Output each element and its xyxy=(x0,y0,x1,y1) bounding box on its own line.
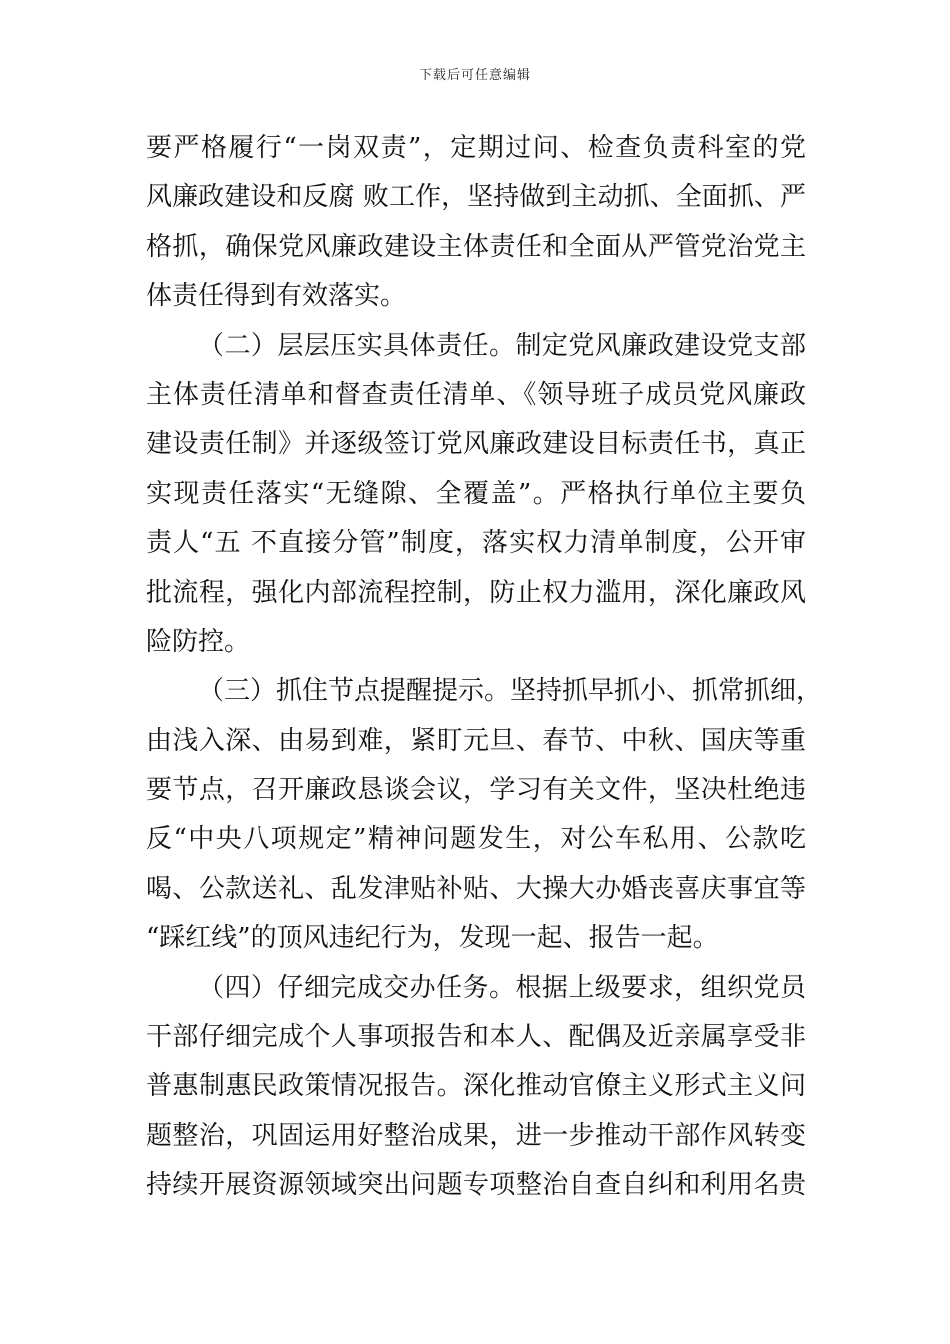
text-line: 险防控。 xyxy=(146,626,251,657)
text-line: 批流程，强化内部流程控制，防止权力滥用，深化廉政风 xyxy=(146,577,806,608)
text-line: 反“中央八项规定”精神问题发生，对公车私用、公款吃 xyxy=(146,824,806,855)
text-line: “踩红线”的顶风违纪行为，发现一起、报告一起。 xyxy=(146,923,719,954)
paragraph-1 xyxy=(146,124,806,322)
text-line: （四）仔细完成交办任务。根据上级要求，组织党员 xyxy=(198,972,806,1003)
text-line: 由浅入深、由易到难，紧盯元旦、春节、中秋、国庆等重 xyxy=(146,725,806,756)
paragraph-2 xyxy=(146,322,806,668)
text-line: 体责任得到有效落实。 xyxy=(146,281,407,312)
text-line: 题整治，巩固运用好整治成果，进一步推动干部作风转变 xyxy=(146,1120,806,1151)
text-line: 风廉政建设和反腐 败工作，坚持做到主动抓、全面抓、严 xyxy=(146,182,806,213)
text-line: 要节点，召开廉政恳谈会议，学习有关文件，坚决杜绝违 xyxy=(146,775,806,806)
document-body xyxy=(146,124,823,1211)
text-line: 干部仔细完成个人事项报告和本人、配偶及近亲属享受非 xyxy=(146,1022,806,1053)
text-line: 格抓，确保党风廉政建设主体责任和全面从严管党治党主 xyxy=(146,231,806,262)
text-line: 建设责任制》并逐级签订党风廉政建设目标责任书，真正 xyxy=(146,429,806,460)
text-line: 持续开展资源领域突出问题专项整治自查自纠和利用名贵 xyxy=(146,1170,806,1201)
paragraph-4 xyxy=(146,964,806,1211)
text-line: （二）层层压实具体责任。制定党风廉政建设党支部 xyxy=(198,330,806,361)
paragraph-3 xyxy=(146,667,823,963)
text-line: 要严格履行“一岗双责”，定期过问、检查负责科室的党 xyxy=(146,133,806,163)
text-line: （三）抓住节点提醒提示。坚持抓早抓小、抓常抓细， xyxy=(198,676,823,707)
text-line: 普惠制惠民政策情况报告。深化推动官僚主义形式主义问 xyxy=(146,1071,806,1102)
page-header-watermark: 下载后可任意编辑 xyxy=(418,68,531,83)
text-line: 主体责任清单和督查责任清单、《领导班子成员党风廉政 xyxy=(146,379,806,410)
text-line: 责人“五 不直接分管”制度，落实权力清单制度，公开审 xyxy=(146,528,806,559)
text-line: 实现责任落实“无缝隙、全覆盖”。严格执行单位主要负 xyxy=(146,478,806,509)
text-line: 喝、公款送礼、乱发津贴补贴、大操大办婚丧喜庆事宜等 xyxy=(146,873,806,904)
